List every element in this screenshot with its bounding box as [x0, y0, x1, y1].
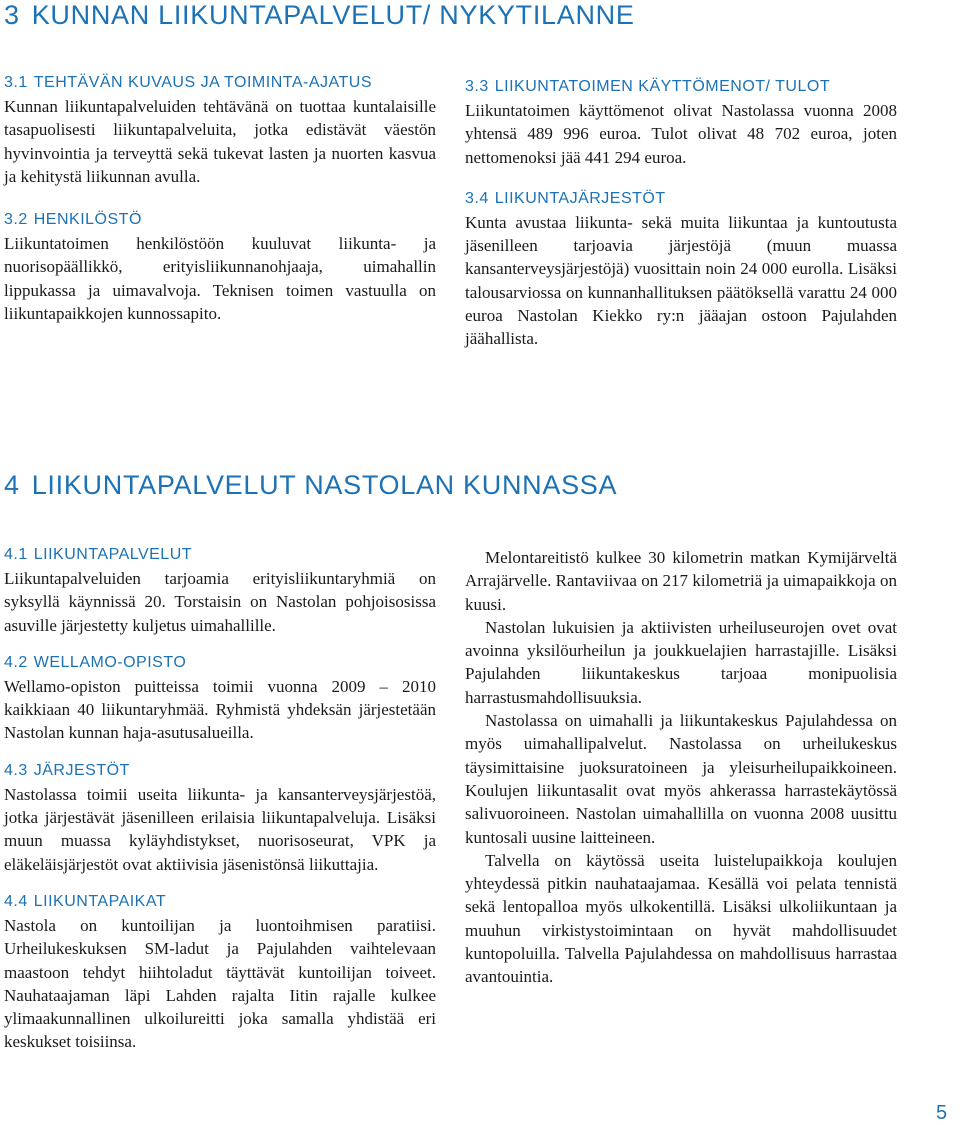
section-4-2-heading [4, 651, 436, 675]
chapter-3-number: 3 [4, 0, 20, 30]
section-title: LIIKUNTAPAIKAT [33, 892, 167, 910]
section-number: 4.2 [4, 653, 28, 671]
section-3-1-heading [4, 71, 436, 95]
section-title: LIIKUNTAJÄRJESTÖT [494, 189, 666, 207]
page-number: 5 [936, 1102, 948, 1124]
chapter-4-heading [4, 470, 617, 501]
section-title: JÄRJESTÖT [33, 761, 130, 779]
section-4-4-heading [4, 890, 436, 914]
section-3-1-body: Kunnan liikuntapalveluiden tehtävänä on tuottaa kuntalaisille tasapuolisesti liikuntapalveluita, jotka edistävät väestön hyvinvointia ja terveyttä sekä tukevat lasten ja nuorten kasvua ja kehitystä liikunnan avulla. [4, 97, 436, 186]
chapter-4-left-column [4, 543, 436, 1054]
chapter-4-number: 4 [4, 470, 20, 500]
section-number: 4.4 [4, 892, 28, 910]
paragraph: Talvella on käytössä useita luistelupaikkoja koulujen yhteydessä pitkin nauhataajamaa. Kesällä voi pelata tennistä sekä lentopalloa myös ulkokentillä. Lisäksi ulkoliikuntaan ja muuhun virkistystoimintaan on hyvät mahdollisuudet kuntopoluilla. Talvella Pajulahdessa on mahdollisuus harrastaa avantouintia. [465, 850, 897, 987]
section-3-2-heading [4, 208, 436, 232]
section-title: LIIKUNTATOIMEN KÄYTTÖMENOT/ TULOT [494, 78, 831, 95]
chapter-4-right-column [465, 546, 897, 989]
section-4-3-heading [4, 759, 436, 783]
chapter-3-heading [4, 0, 635, 31]
section-3-3-body: Liikuntatoimen käyttömenot olivat Nastolassa vuonna 2008 yhtensä 489 996 euroa. Tulot olivat 48 702 euroa, joten nettomenoksi jää 441 294 euroa. [465, 101, 897, 167]
paragraph: Nastolassa on uimahalli ja liikuntakeskus Pajulahdessa on myös uimahallipalvelut. Nastolassa on urheilukeskus täysimittaisine juoksuratoineen ja yleisurheilupaikkoineen. Koulujen liikuntasalit ovat myös ahkerassa harrastekäytössä salivuoroineen. Nastolan uimahallilla on vuonna 2008 uusittu kuntosali uusine laitteineen. [465, 711, 897, 847]
section-4-1-heading [4, 543, 436, 567]
section-4-3 [4, 759, 436, 876]
section-title: LIIKUNTAPALVELUT [33, 546, 193, 563]
section-4-1-body: Liikuntapalveluiden tarjoamia erityisliikuntaryhmiä on syksyllä käynnissä 20. Torstaisin on Nastolan pohjoisosissa asuville järjestetty kuljetus uimahallille. [4, 569, 436, 635]
chapter-3-left-column [4, 71, 436, 325]
section-number: 3.3 [465, 78, 489, 95]
section-4-1 [4, 543, 436, 637]
section-3-2 [4, 208, 436, 325]
section-3-4-heading [465, 187, 897, 211]
section-4-4-body: Nastola on kuntoilijan ja luontoihmisen paratiisi. Urheilukeskuksen SM-ladut ja Pajulahden vaihtelevaan maastoon tehdyt hiihtoladut täyttävät kuntoilijan toiveet. Nauhataajaman läpi Lahden rajalta Iitin rajalle kulkee ylimaakunnallinen ulkoilureitti joka samalla yhdistää eri keskukset toisiinsa. [4, 915, 436, 1052]
paragraph: Melontareitistö kulkee 30 kilometrin matkan Kymijärveltä Arrajärvelle. Rantaviivaa on 217 kilometriä ja uimapaikkoja on kuusi. [465, 548, 897, 614]
chapter-4-title: LIIKUNTAPALVELUT NASTOLAN KUNNASSA [31, 470, 618, 500]
chapter-3-right-column [465, 75, 897, 351]
section-4-3-body: Nastolassa toimii useita liikunta- ja kansanterveysjärjestöä, jotka järjestävät jäsenilleen erilaisia liikuntapalveluja. Lisäksi muun muassa kyläyhdistykset, nuorisoseurat, VPK ja eläkeläisjärjestöt ovat aktiivisia jäsenistönsä liikuttajia. [4, 784, 436, 874]
section-number: 4.3 [4, 761, 28, 779]
chapter-3-title: KUNNAN LIIKUNTAPALVELUT/ NYKYTILANNE [31, 0, 635, 30]
section-4-2-body: Wellamo-opiston puitteissa toimii vuonna 2009 – 2010 kaikkiaan 40 liikuntaryhmää. Ryhmistä yhdeksän järjestetään Nastolan kunnan haja-asutusalueilla. [4, 676, 436, 743]
section-number: 3.4 [465, 189, 489, 207]
section-4-2 [4, 651, 436, 745]
paragraph: Nastolan lukuisien ja aktiivisten urheiluseurojen ovet ovat avoinna yksilöurheilun ja joukkuelajien harrastajille. Lisäksi Pajulahden liikuntakeskus tarjoaa monipuolisia harrastusmahdollisuuksia. [465, 617, 897, 707]
section-title: WELLAMO-OPISTO [33, 653, 187, 671]
section-3-2-body: Liikuntatoimen henkilöstöön kuuluvat liikunta- ja nuorisopäällikkö, erityisliikunnanohjaaja, uimahallin lippukassa ja uimavalvoja. Teknisen toimen vastuulla on liikuntapaikkojen kunnossapito. [4, 234, 436, 324]
section-3-1 [4, 71, 436, 188]
section-3-4-body: Kunta avustaa liikunta- sekä muita liikuntaa ja kuntoutusta jäsenilleen tarjoavia järjestöjä (muun muassa kansanterveysjärjestöjä) vuosittain noin 24 000 eurolla. Lisäksi talousarviossa on kunnanhallituksen päätöksellä varattu 24 000 euroa Nastolan Kiekko ry:n jääajan ostoon Pajulahden jäähallista. [465, 212, 897, 349]
section-title: TEHTÄVÄN KUVAUS JA TOIMINTA-AJATUS [33, 74, 372, 91]
section-3-3-heading [465, 75, 897, 99]
section-number: 3.1 [4, 74, 28, 91]
section-title: HENKILÖSTÖ [33, 211, 142, 229]
section-number: 3.2 [4, 211, 28, 229]
section-number: 4.1 [4, 546, 28, 563]
section-4-4 [4, 890, 436, 1054]
section-3-4 [465, 187, 897, 351]
section-3-3 [465, 75, 897, 169]
